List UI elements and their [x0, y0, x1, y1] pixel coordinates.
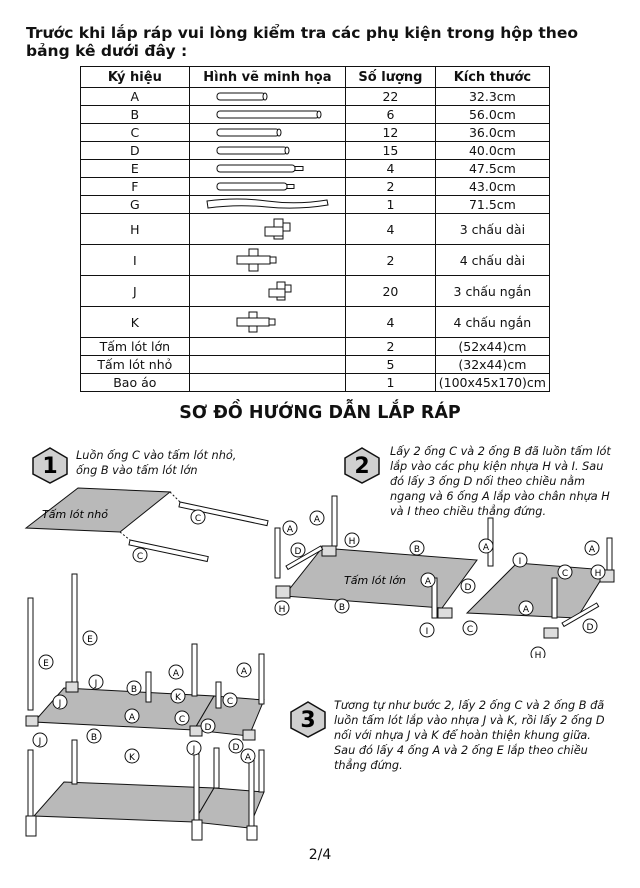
row-symbol: E — [81, 160, 190, 178]
label-h: H — [278, 605, 286, 615]
header-symbol: Ký hiệu — [81, 67, 190, 88]
label-c: C — [194, 514, 202, 524]
label-j: J — [192, 745, 196, 755]
row-illustration — [189, 338, 345, 356]
label-k: K — [175, 693, 181, 703]
label-j: J — [94, 679, 98, 689]
table-header-row — [81, 67, 550, 88]
label-d: D — [294, 547, 302, 557]
intro-text: Trước khi lắp ráp vui lòng kiểm tra các phụ kiện trong hộp theo bảng kê dưới đây : — [26, 24, 578, 60]
row-size: 43.0cm — [435, 178, 549, 196]
table-row — [81, 142, 550, 160]
label-b: B — [90, 733, 98, 743]
label-a: A — [522, 605, 530, 615]
header-size: Kích thước — [435, 67, 549, 88]
table-row — [81, 374, 550, 392]
step-3-text: Tương tự như bước 2, lấy 2 ống C và 2 ống B đã luồn tấm lót lắp vào nhựa J và K, rồi lấy 2 ống D nối với nhựa J và K để hoàn thiện khung giữa. Sau đó lấy 4 ống A và 2 ống E lắp theo chiều thẳng đứng. — [334, 699, 605, 772]
label-a: A — [482, 543, 490, 553]
table-row — [81, 178, 550, 196]
row-illustration — [189, 307, 345, 338]
row-illustration — [189, 356, 345, 374]
header-quantity: Số lượng — [346, 67, 436, 88]
row-quantity: 4 — [346, 214, 436, 245]
connector-3-way-icon — [197, 215, 337, 243]
row-quantity: 1 — [346, 196, 436, 214]
row-symbol: I — [81, 245, 190, 276]
row-symbol: C — [81, 124, 190, 142]
label-d: D — [586, 623, 594, 633]
row-symbol: B — [81, 106, 190, 124]
step-3-diagram — [14, 570, 294, 842]
row-symbol: Tấm lót nhỏ — [81, 356, 190, 374]
table-row — [81, 196, 550, 214]
label-k: K — [129, 753, 135, 763]
label-i: I — [518, 557, 522, 567]
connector-4-way-icon — [197, 308, 337, 336]
connector-3-way-icon — [197, 277, 337, 305]
parts-table — [80, 66, 550, 392]
table-row — [81, 356, 550, 374]
row-size: 71.5cm — [435, 196, 549, 214]
label-h: H — [534, 651, 542, 658]
row-size: (52x44)cm — [435, 338, 549, 356]
row-symbol: H — [81, 214, 190, 245]
tube-icon — [197, 143, 337, 158]
table-row — [81, 160, 550, 178]
label-e: E — [43, 659, 49, 669]
label-a: A — [286, 525, 294, 535]
row-symbol: G — [81, 196, 190, 214]
label-c: C — [136, 552, 144, 562]
row-size: 40.0cm — [435, 142, 549, 160]
tube-with-pin-icon — [197, 179, 337, 194]
row-illustration — [189, 276, 345, 307]
page-number: 2/4 — [308, 847, 332, 863]
row-quantity: 6 — [346, 106, 436, 124]
row-quantity: 2 — [346, 338, 436, 356]
row-symbol: D — [81, 142, 190, 160]
row-size: 3 chấu ngắn — [435, 276, 549, 307]
label-b: B — [338, 603, 346, 613]
table-row — [81, 245, 550, 276]
small-panel-label: Tấm lót nhỏ — [42, 508, 108, 521]
large-panel-label: Tấm lót lớn — [344, 574, 407, 587]
tube-with-pin-icon — [197, 161, 337, 176]
row-illustration — [189, 124, 345, 142]
label-a: A — [313, 515, 321, 525]
label-j: J — [58, 699, 62, 709]
row-quantity: 22 — [346, 88, 436, 106]
table-row — [81, 106, 550, 124]
tube-icon — [197, 125, 337, 140]
step-1-badge — [30, 446, 70, 484]
row-quantity: 4 — [346, 160, 436, 178]
label-a: A — [128, 713, 136, 723]
header-illustration: Hình vẽ minh họa — [189, 67, 345, 88]
label-d: D — [464, 583, 472, 593]
row-illustration — [189, 214, 345, 245]
label-d: D — [204, 723, 212, 733]
table-row — [81, 214, 550, 245]
step-2-number: 2 — [354, 454, 370, 479]
label-c: C — [226, 697, 234, 707]
label-a: A — [172, 669, 180, 679]
row-quantity: 1 — [346, 374, 436, 392]
label-c: C — [466, 625, 474, 635]
row-symbol: F — [81, 178, 190, 196]
label-a: A — [588, 545, 596, 555]
label-i: I — [425, 627, 429, 637]
tube-icon — [197, 89, 337, 104]
row-illustration — [189, 178, 345, 196]
connector-4-way-icon — [197, 246, 337, 274]
row-symbol: Tấm lót lớn — [81, 338, 190, 356]
label-h: H — [594, 569, 602, 579]
row-size: (100x45x170)cm — [435, 374, 549, 392]
table-row — [81, 276, 550, 307]
section-title: SƠ ĐỒ HƯỚNG DẪN LẮP RÁP — [179, 403, 461, 423]
label-a: A — [424, 577, 432, 587]
row-quantity: 2 — [346, 178, 436, 196]
row-illustration — [189, 374, 345, 392]
table-row — [81, 124, 550, 142]
row-quantity: 2 — [346, 245, 436, 276]
row-quantity: 20 — [346, 276, 436, 307]
tube-icon — [197, 107, 337, 122]
row-size: 32.3cm — [435, 88, 549, 106]
row-symbol: J — [81, 276, 190, 307]
row-quantity: 4 — [346, 307, 436, 338]
row-illustration — [189, 245, 345, 276]
row-size: 3 chấu dài — [435, 214, 549, 245]
label-b: B — [130, 685, 138, 695]
row-size: 56.0cm — [435, 106, 549, 124]
step-3-number: 3 — [300, 708, 316, 733]
row-size: 4 chấu dài — [435, 245, 549, 276]
row-illustration — [189, 106, 345, 124]
table-row — [81, 307, 550, 338]
row-illustration — [189, 142, 345, 160]
row-illustration — [189, 160, 345, 178]
label-e: E — [87, 635, 93, 645]
label-a: A — [244, 753, 252, 763]
row-symbol: A — [81, 88, 190, 106]
step-3-badge — [288, 700, 328, 738]
row-size: 47.5cm — [435, 160, 549, 178]
curved-bar-icon — [197, 196, 337, 213]
row-illustration — [189, 196, 345, 214]
step-2-text: Lấy 2 ống C và 2 ống B đã luồn tấm lót lắp vào các phụ kiện nhựa H và I. Sau đó lấy 3 ống D nối theo chiều nằm ngang và 6 ống A lắp vào chân nhựa H và I theo chiều thẳng đứng. — [390, 445, 611, 518]
label-a: A — [240, 667, 248, 677]
label-c: C — [178, 715, 186, 725]
row-quantity: 12 — [346, 124, 436, 142]
step-2-diagram — [262, 488, 632, 658]
label-h: H — [348, 537, 356, 547]
label-j: J — [38, 737, 42, 747]
row-symbol: K — [81, 307, 190, 338]
row-illustration — [189, 88, 345, 106]
row-size: (32x44)cm — [435, 356, 549, 374]
row-size: 4 chấu ngắn — [435, 307, 549, 338]
label-b: B — [413, 545, 421, 555]
step-1-number: 1 — [42, 454, 58, 479]
step-2-badge — [342, 446, 382, 484]
label-c: C — [561, 569, 569, 579]
label-d: D — [232, 743, 240, 753]
table-row — [81, 338, 550, 356]
row-symbol: Bao áo — [81, 374, 190, 392]
table-row — [81, 88, 550, 106]
row-size: 36.0cm — [435, 124, 549, 142]
row-quantity: 5 — [346, 356, 436, 374]
row-quantity: 15 — [346, 142, 436, 160]
step-1-text: Luồn ống C vào tấm lót nhỏ, ống B vào tấm lót lớn — [76, 449, 237, 477]
